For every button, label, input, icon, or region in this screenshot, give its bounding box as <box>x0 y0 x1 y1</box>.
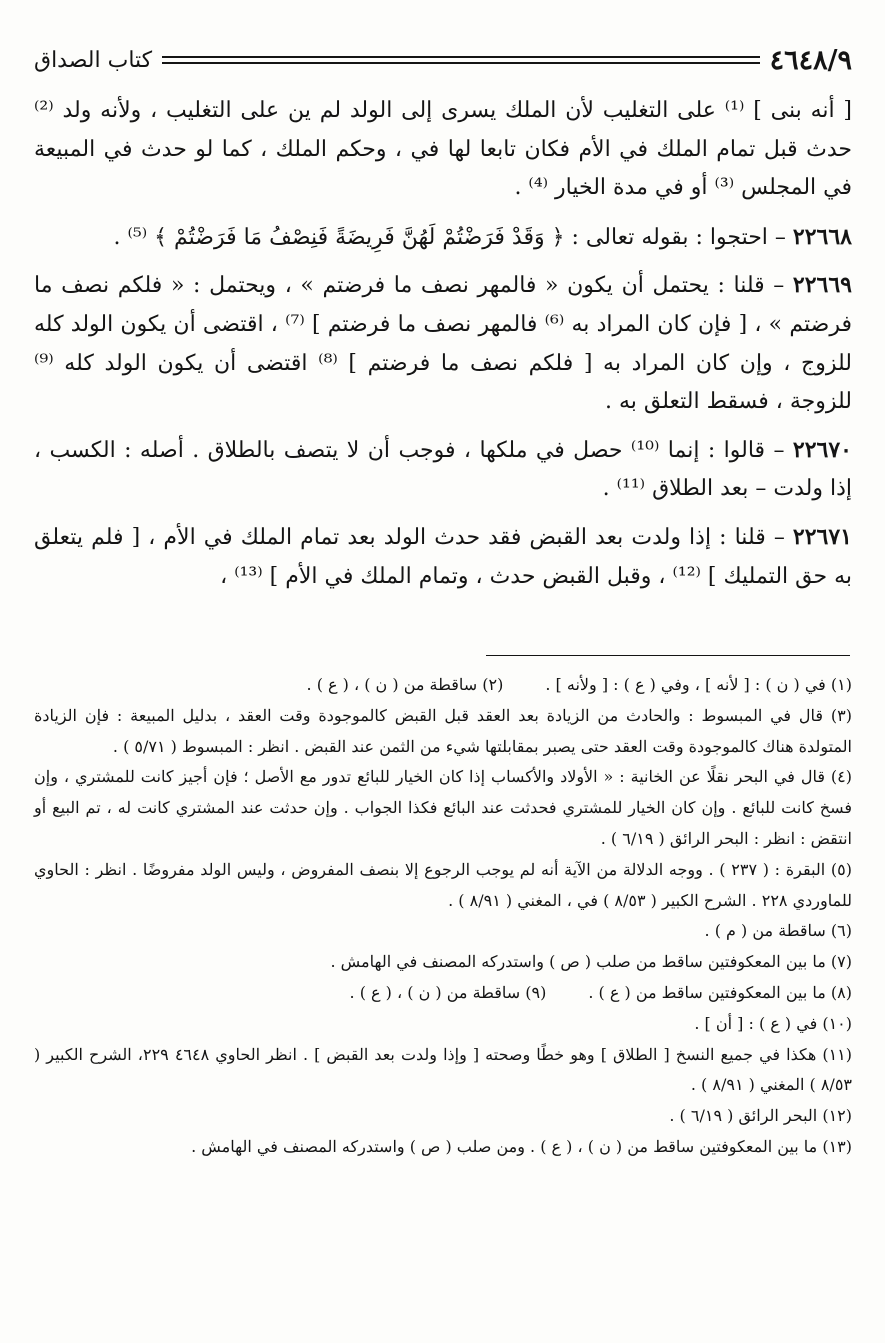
paragraph-number: ٢٢٦٧١ <box>792 523 852 550</box>
paragraph <box>34 266 852 421</box>
footnote-row <box>34 978 852 1009</box>
footnote: (٦) ساقطة من ( م ) . <box>704 921 852 941</box>
footnote-divider <box>486 655 850 656</box>
paragraph-text: [ أنه بنى ] ⁽¹⁾ على التغليب لأن الملك يسرى إلى الولد لم ين على التغليب ، ولأنه ولد ⁽²⁾ حدث قبل تمام الملك في الأم فكان تابعا لها في ، وحكم الملك ، كما لو حدث في المبيعة في المجلس ⁽³⁾ أو في مدة الخيار ⁽⁴⁾ . <box>34 98 853 201</box>
paragraph-number: ٢٢٦٦٨ <box>792 223 852 250</box>
footnote: (١٢) البحر الرائق ( ٦/١٩ ) . <box>669 1106 852 1126</box>
paragraph <box>34 92 852 208</box>
footnote: (١١) هكذا في جميع النسخ [ الطلاق ] وهو خطًا وصحته [ وإذا ولدت بعد القبض ] . انظر الحاوي ٤٦٤٨ ٢٢٩، الشرح الكبير ( ٨/٥٣ ) المغني ( ٨/٩١ ) . <box>34 1044 852 1095</box>
book-title: كتاب الصداق <box>34 47 153 73</box>
footnotes <box>34 670 852 1163</box>
paragraph <box>34 218 852 258</box>
footnote: (٥) البقرة : ( ٢٣٧ ) . ووجه الدلالة من الآية أنه لم يوجب الرجوع إلا بنصف المفروض ، وليس الولد مفروضًا . انظر : الحاوي للماوردي ٢٢٨ . الشرح الكبير ( ٨/٥٣ ) في ، المغني ( ٨/٩١ ) . <box>34 859 853 910</box>
footnote: (٣) قال في المبسوط : والحادث من الزيادة بعد العقد قبل القبض كالموجودة وقت العقد ، بدليل المبيعة : فإن الزيادة المتولدة هناك كالموجودة وقت العقد حتى يصبر بمقابلتها شيء من الثمن عند القبض . انظر : المبسوط ( ٥/٧١ ) . <box>34 705 852 756</box>
footnote: (١) في ( ن ) : [ لأنه ] ، وفي ( ع ) : [ ولأنه ] . <box>545 675 852 694</box>
paragraph-text: – قلنا : إذا ولدت بعد القبض فقد حدث الولد بعد تمام الملك في الأم ، [ فلم يتعلق به حق التمليك ] ⁽¹²⁾ ، وقبل القبض حدث ، وتمام الملك في الأم ] ⁽¹³⁾ ، <box>34 524 852 589</box>
paragraph-text: – قلنا : يحتمل أن يكون « فالمهر نصف ما فرضتم » ، ويحتمل : « فلكم نصف ما فرضتم » ، [ فإن كان المراد به ⁽⁶⁾ فالمهر نصف ما فرضتم ] ⁽⁷⁾ ، اقتضى أن يكون الولد كله للزوج ، وإن كان المراد به [ فلكم نصف ما فرضتم ] ⁽⁸⁾ اقتضى أن يكون الولد كله ⁽⁹⁾ للزوجة ، فسقط التعلق به . <box>34 273 852 415</box>
footnote: (٨) ما بين المعكوفتين ساقط من ( ع ) . <box>588 982 852 1002</box>
paragraph-text: – قالوا : إنما ⁽¹⁰⁾ حصل في ملكها ، فوجب أن لا يتصف بالطلاق . أصله : الكسب ، إذا ولدت – بعد الطلاق ⁽¹¹⁾ . <box>34 437 852 502</box>
paragraph-number: ٢٢٦٦٩ <box>792 272 852 299</box>
page-number: ٤٦٤٨/٩ <box>769 44 852 76</box>
header-rule <box>162 56 759 64</box>
footnote: (٢) ساقطة من ( ن ) ، ( ع ) . <box>306 675 504 694</box>
main-text <box>34 92 852 605</box>
footnote-row <box>34 670 852 701</box>
footnote: (٧) ما بين المعكوفتين ساقط من صلب ( ص ) واستدركه المصنف في الهامش . <box>330 952 852 972</box>
paragraph-text: – احتجوا : بقوله تعالى : ﴿ وَقَدْ فَرَضْتُمْ لَهُنَّ فَرِيضَةً فَنِصْفُ مَا فَرَضْتُمْ ﴾ ⁽⁵⁾ . <box>113 224 786 250</box>
page-header <box>34 42 852 78</box>
footnote: (١٣) ما بين المعكوفتين ساقط من ( ن ) ، ( ع ) . ومن صلب ( ص ) واستدركه المصنف في الهامش . <box>191 1136 852 1156</box>
paragraph <box>34 518 852 596</box>
paragraph <box>34 431 852 509</box>
footnote: (١٠) في ( ع ) : [ أن ] . <box>694 1013 852 1033</box>
footnote: (٩) ساقطة من ( ن ) ، ( ع ) . <box>349 982 547 1002</box>
paragraph-number: ٢٢٦٧٠ <box>792 436 852 463</box>
footnote: (٤) قال في البحر نقلًا عن الخانية : « الأولاد والأكساب إذا كان الخيار للبائع تدور مع الأصل ؛ فإن أجيز كانت للمشتري ، وإن فسخ كانت للبائع . وإن كان الخيار للمشتري فحدثت عند البائع فكذا الجواب . وإن حدثت عند المشتري كانت له ، تم البيع أو انتقض : انظر : البحر الرائق ( ٦/١٩ ) . <box>34 767 852 848</box>
